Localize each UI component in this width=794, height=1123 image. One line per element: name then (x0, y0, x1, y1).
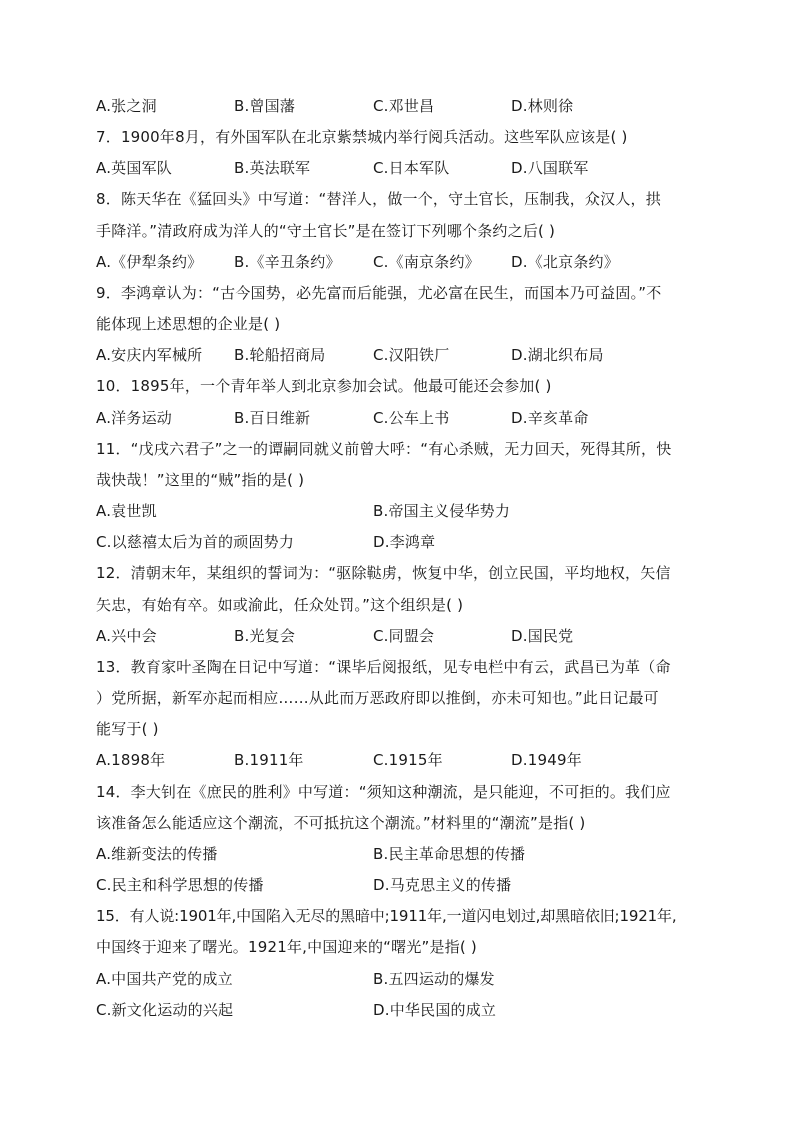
q15-option-c: C.新文化运动的兴起 (96, 1001, 234, 1019)
q14-stem-line-2: 该准备怎么能适应这个潮流，不可抵抗这个潮流。”材料里的“潮流”是指( ) (96, 814, 586, 832)
q10-stem: 10．1895年，一个青年举人到北京参加会试。他最可能还会参加( ) (96, 377, 552, 395)
q9-option-d: D.湖北织布局 (511, 346, 604, 364)
q6-option-b: B.曾国藩 (234, 97, 296, 115)
q13-option-b: B.1911年 (234, 751, 304, 769)
q13-option-c: C.1915年 (373, 751, 443, 769)
q14-option-c: C.民主和科学思想的传播 (96, 876, 264, 894)
q11-option-b: B.帝国主义侵华势力 (373, 502, 511, 520)
q6-option-c: C.邓世昌 (373, 97, 435, 115)
q10-option-c: C.公车上书 (373, 409, 450, 427)
q7-option-a: A.英国军队 (96, 159, 172, 177)
q9-stem-line-2: 能体现上述思想的企业是( ) (96, 315, 281, 333)
q10-option-b: B.百日维新 (234, 409, 311, 427)
q9-option-b: B.轮船招商局 (234, 346, 326, 364)
q12-stem-line-2: 矢忠，有始有卒。如或渝此，任众处罚。”这个组织是( ) (96, 596, 464, 614)
q7-option-c: C.日本军队 (373, 159, 450, 177)
q15-option-a: A.中国共产党的成立 (96, 970, 233, 988)
q8-stem-line-1: 8．陈天华在《猛回头》中写道：“替洋人，做一个，守土官长，压制我，众汉人，拱 (96, 190, 661, 208)
q13-option-a: A.1898年 (96, 751, 166, 769)
q14-option-b: B.民主革命思想的传播 (373, 845, 526, 863)
q13-stem-line-1: 13．教育家叶圣陶在日记中写道：“课毕后阅报纸，见专电栏中有云，武昌已为革（命 (96, 658, 671, 676)
q15-option-d: D.中华民国的成立 (373, 1001, 497, 1019)
q10-option-a: A.洋务运动 (96, 409, 172, 427)
q6-option-a: A.张之洞 (96, 97, 157, 115)
q13-stem-line-2: ）党所据，新军亦起而相应……从此而万恶政府即以推倒，亦未可知也。”此日记最可 (96, 689, 659, 707)
q15-stem-line-2: 中国终于迎来了曙光。1921年,中国迎来的“曙光”是指( ) (96, 938, 477, 956)
q11-stem-line-1: 11．“戊戌六君子”之一的谭嗣同就义前曾大呼：“有心杀贼，无力回天，死得其所，快 (96, 440, 672, 458)
q12-option-b: B.光复会 (234, 627, 296, 645)
q8-option-a: A.《伊犁条约》 (96, 253, 203, 271)
q14-stem-line-1: 14．李大钊在《庶民的胜利》中写道：“须知这种潮流，是只能迎，不可拒的。我们应 (96, 783, 671, 801)
q12-stem-line-1: 12．清朝末年，某组织的誓词为：“驱除鞑虏，恢复中华，创立民国，平均地权，矢信 (96, 564, 671, 582)
q8-option-c: C.《南京条约》 (373, 253, 480, 271)
q12-option-a: A.兴中会 (96, 627, 157, 645)
q8-stem-line-2: 手降洋。”清政府成为洋人的“守土官长”是在签订下列哪个条约之后( ) (96, 222, 556, 240)
q7-option-b: B.英法联军 (234, 159, 311, 177)
q10-option-d: D.辛亥革命 (511, 409, 589, 427)
q12-option-c: C.同盟会 (373, 627, 435, 645)
q13-option-d: D.1949年 (511, 751, 582, 769)
q11-option-a: A.袁世凯 (96, 502, 157, 520)
q11-option-d: D.李鸿章 (373, 533, 436, 551)
q6-option-d: D.林则徐 (511, 97, 574, 115)
q7-stem: 7．1900年8月，有外国军队在北京紫禁城内举行阅兵活动。这些军队应该是( ) (96, 128, 628, 146)
q14-option-a: A.维新变法的传播 (96, 845, 218, 863)
q9-stem-line-1: 9．李鸿章认为：“古今国势，必先富而后能强，尤必富在民生，而国本乃可益固。”不 (96, 284, 662, 302)
q15-option-b: B.五四运动的爆发 (373, 970, 495, 988)
q14-option-d: D.马克思主义的传播 (373, 876, 512, 894)
q13-stem-line-3: 能写于( ) (96, 720, 159, 738)
q8-option-b: B.《辛丑条约》 (234, 253, 341, 271)
q8-option-d: D.《北京条约》 (511, 253, 619, 271)
q12-option-d: D.国民党 (511, 627, 574, 645)
q7-option-d: D.八国联军 (511, 159, 589, 177)
q15-stem-line-1: 15．有人说:1901年,中国陷入无尽的黑暗中;1911年,一道闪电划过,却黑暗依旧;1921年, (96, 907, 677, 925)
q9-option-a: A.安庆内军械所 (96, 346, 203, 364)
q11-option-c: C.以慈禧太后为首的顽固势力 (96, 533, 295, 551)
q11-stem-line-2: 哉快哉！”这里的“贼”指的是( ) (96, 471, 305, 489)
q9-option-c: C.汉阳铁厂 (373, 346, 450, 364)
